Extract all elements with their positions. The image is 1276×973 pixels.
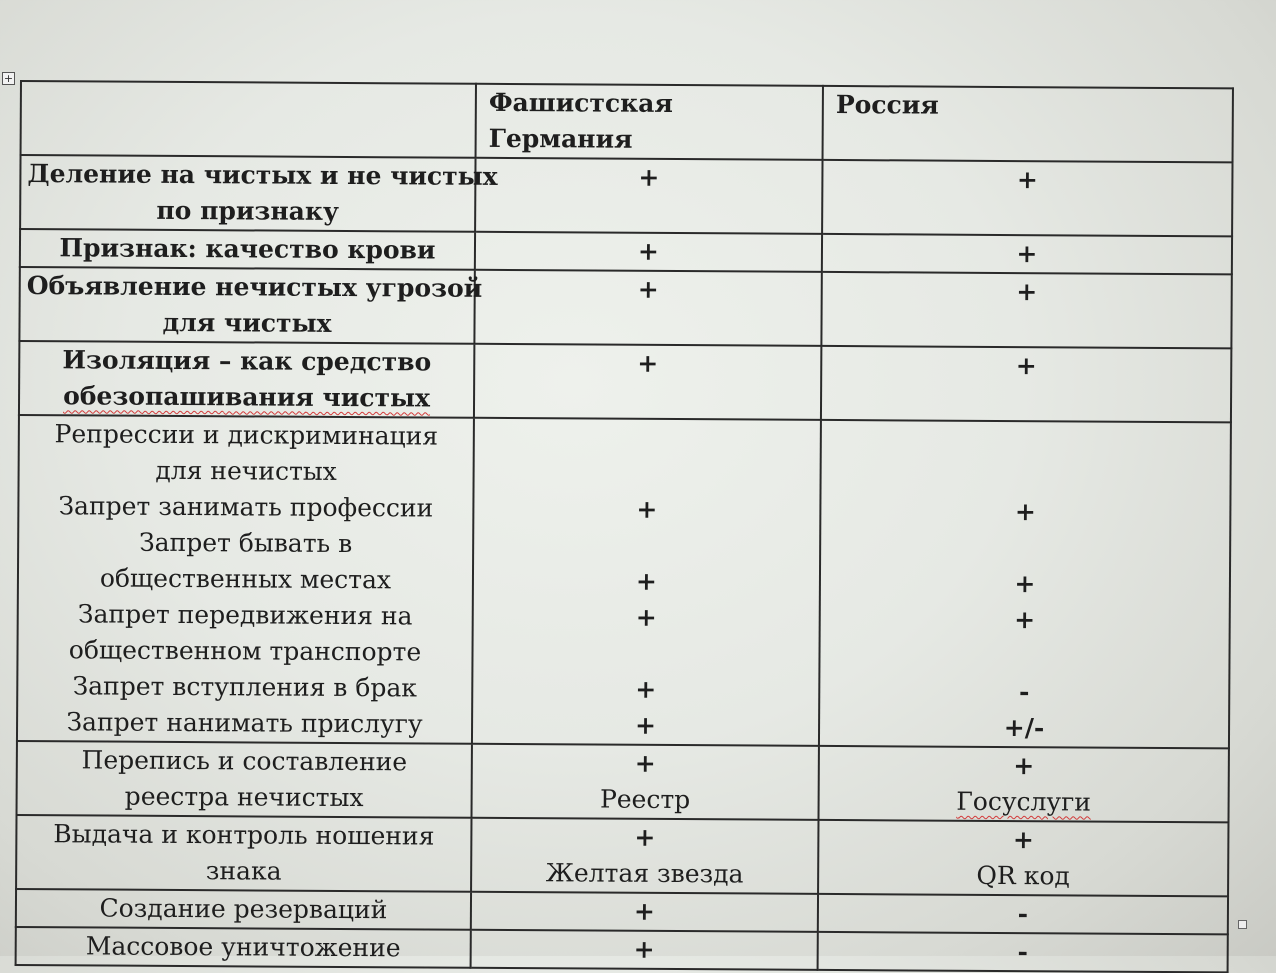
- label-line: Запрет передвижения на: [77, 599, 413, 631]
- russia-mark: +: [1014, 569, 1036, 599]
- row-label: [17, 741, 472, 818]
- header-cell-empty: [21, 81, 476, 158]
- russia-mark: +: [1016, 277, 1038, 307]
- label-line: общественных местах: [99, 563, 392, 595]
- germany-mark: [480, 527, 813, 565]
- germany-mark: +: [636, 494, 658, 524]
- label-line: Запрет бывать в: [139, 527, 353, 559]
- label-line: Объявление нечистых угрозой: [26, 271, 483, 303]
- label-line: для нечистых: [155, 455, 337, 486]
- germany-note: Желтая звезда: [545, 858, 744, 889]
- germany-mark: +: [635, 602, 657, 632]
- table-move-handle[interactable]: +: [3, 72, 14, 85]
- label-line: знака: [205, 856, 282, 886]
- header-row: [21, 81, 1233, 162]
- russia-cell: [821, 346, 1231, 423]
- table-row: [16, 927, 1228, 972]
- russia-cell: [818, 746, 1228, 823]
- row-label: [19, 341, 474, 418]
- row-label: [16, 889, 471, 930]
- germany-mark: +: [634, 748, 656, 778]
- germany-cell: [474, 344, 821, 420]
- germany-mark: [480, 455, 813, 493]
- label-line: Запрет нанимать прислугу: [66, 707, 423, 739]
- label-line: Признак: качество крови: [59, 233, 436, 265]
- russia-mark: [827, 457, 1223, 495]
- label-line: Запрет вступления в брак: [72, 671, 418, 703]
- russia-cell: [818, 820, 1228, 897]
- russia-mark: +: [1012, 825, 1034, 855]
- germany-note: Реестр: [599, 784, 691, 815]
- germany-cell: [471, 930, 818, 970]
- label-line: Изоляция – как средство: [62, 345, 432, 377]
- russia-mark: +: [1014, 605, 1036, 635]
- row-label: [16, 815, 471, 892]
- label-line: по признаку: [156, 195, 340, 226]
- russia-mark: +: [1015, 351, 1037, 381]
- russia-mark: -: [1017, 899, 1029, 929]
- germany-cell: [475, 232, 822, 272]
- label-line: Запрет занимать профессии: [58, 491, 434, 523]
- label-line: Массовое уничтожение: [85, 931, 401, 963]
- russia-mark: [826, 637, 1222, 675]
- russia-cell: [822, 160, 1232, 237]
- russia-mark: -: [1017, 937, 1028, 967]
- germany-mark: +: [634, 710, 657, 740]
- row-label: [20, 229, 475, 270]
- russia-mark: +: [1013, 751, 1035, 781]
- russia-mark: [827, 529, 1223, 567]
- label-line: обезопашивания чистых: [63, 381, 431, 413]
- russia-mark: +/-: [1003, 713, 1045, 743]
- germany-mark: +: [637, 274, 659, 304]
- row-label: [16, 927, 471, 968]
- germany-mark: +: [635, 566, 658, 596]
- header-germany: Фашистская Германия: [476, 84, 823, 160]
- germany-mark: +: [633, 934, 655, 964]
- table-container: [15, 80, 1232, 973]
- label-line: для чистых: [162, 307, 332, 338]
- germany-mark: +: [637, 236, 660, 266]
- russia-mark: +: [1016, 165, 1038, 195]
- table-row: [17, 741, 1229, 822]
- germany-cell: [472, 744, 819, 820]
- row-label: [19, 267, 483, 344]
- table-resize-handle[interactable]: [1238, 920, 1247, 929]
- germany-cell: [471, 818, 818, 894]
- germany-mark: [479, 635, 812, 673]
- comparison-table: [15, 80, 1234, 973]
- russia-note: QR код: [976, 860, 1070, 891]
- russia-mark: +: [1014, 497, 1036, 527]
- russia-mark: [828, 421, 1224, 459]
- germany-mark: +: [633, 896, 655, 926]
- russia-cell: [821, 272, 1231, 349]
- russia-mark: [828, 383, 1224, 421]
- germany-mark: [482, 195, 815, 233]
- label-line: Выдача и контроль ношения: [53, 819, 435, 851]
- russia-cell: [822, 234, 1232, 275]
- germany-cell: [471, 892, 818, 932]
- germany-mark: +: [638, 162, 660, 192]
- table-row: [20, 155, 1232, 236]
- table-row: [16, 815, 1228, 896]
- russia-cell: [819, 420, 1231, 748]
- label-line: реестра нечистых: [124, 781, 364, 813]
- germany-mark: +: [637, 348, 659, 378]
- germany-mark: +: [634, 822, 656, 852]
- table-row: [19, 267, 1231, 348]
- label-line: Деление на чистых и не чистых: [27, 159, 498, 191]
- russia-mark: +: [1016, 239, 1038, 269]
- germany-cell: [472, 418, 821, 746]
- russia-mark: [828, 309, 1224, 347]
- germany-mark: [481, 307, 814, 345]
- label-line: Создание резерваций: [99, 893, 388, 925]
- row-label: [20, 155, 498, 232]
- label-line: Репрессии и дискриминация: [54, 419, 439, 451]
- label-line: общественном транспорте: [68, 635, 422, 667]
- russia-mark: -: [1018, 677, 1030, 707]
- russia-note: Госуслуги: [956, 786, 1092, 817]
- russia-cell: [818, 894, 1228, 935]
- germany-mark: [481, 381, 814, 419]
- label-line: Перепись и составление: [81, 745, 408, 777]
- germany-cell: [475, 158, 822, 234]
- table-row: [19, 341, 1231, 422]
- germany-mark: +: [635, 674, 657, 704]
- russia-mark: [829, 197, 1225, 235]
- table-row: [17, 415, 1231, 748]
- row-label: [17, 415, 474, 744]
- germany-mark: [481, 419, 814, 457]
- germany-cell: [474, 270, 821, 346]
- header-russia: Россия: [823, 86, 1233, 163]
- russia-cell: [818, 932, 1228, 973]
